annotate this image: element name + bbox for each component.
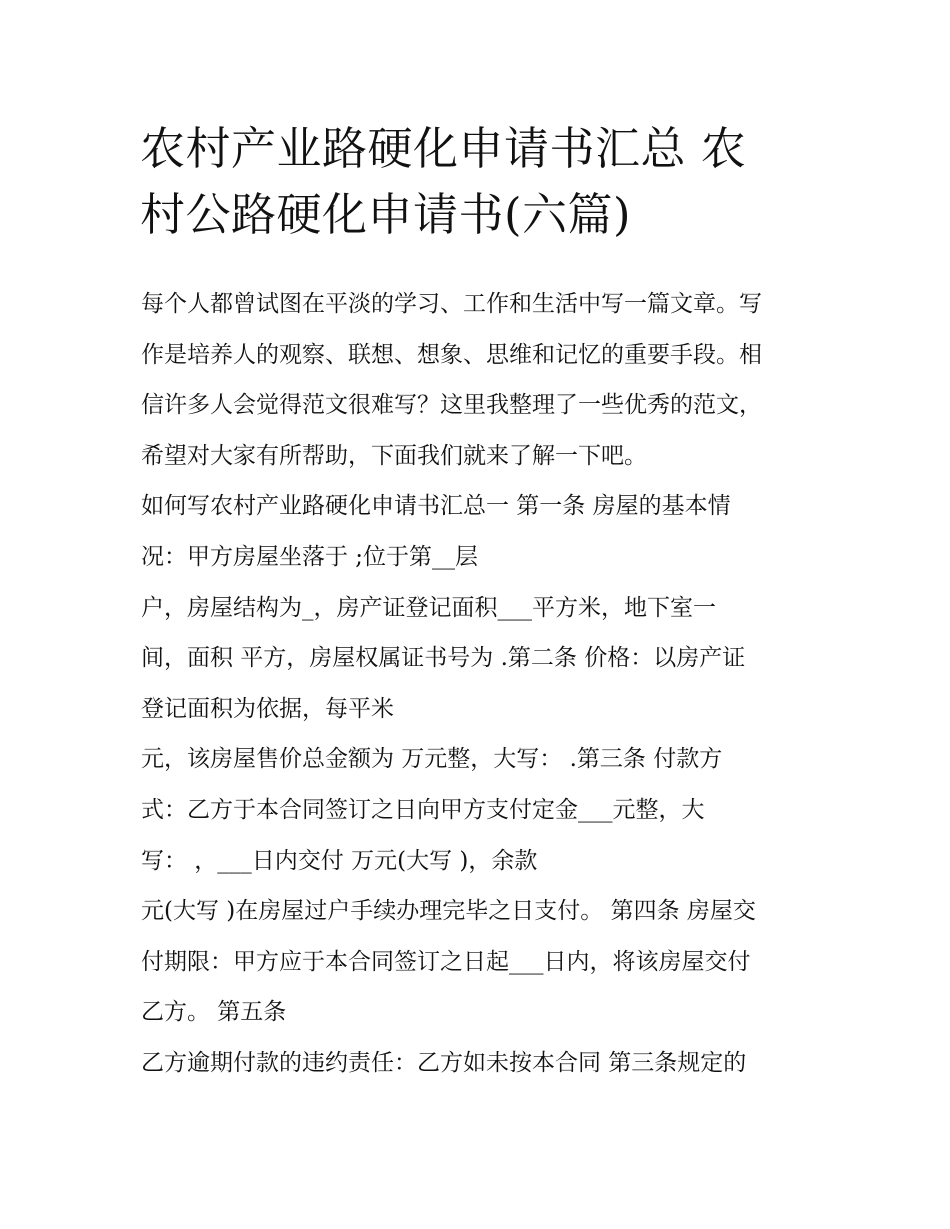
body-line: 信许多人会觉得范文很难写？这里我整理了一些优秀的范文， — [141, 392, 762, 419]
document-title — [140, 116, 820, 248]
body-line: 每个人都曾试图在平淡的学习、工作和生活中写一篇文章。写 — [141, 291, 762, 317]
body-line: 乙方逾期付款的违约责任：乙方如未按本合同 第三条规定的 — [141, 1049, 747, 1076]
body-line: 希望对大家有所帮助，下面我们就来了解一下吧。 — [141, 442, 647, 469]
body-line: 户，房屋结构为_，房产证登记面积___平方米，地下室一 — [141, 594, 716, 621]
body-line: 登记面积为依据，每平米 — [141, 695, 394, 722]
body-line: 况：甲方房屋坐落于 ;位于第__层 — [141, 543, 479, 570]
title-line: 农村产业路硬化申请书汇总 农 — [140, 122, 747, 175]
body-line: 如何写农村产业路硬化申请书汇总一 第一条 房屋的基本情 — [141, 493, 731, 520]
body-line: 间，面积 平方，房屋权属证书号为 .第二条 价格：以房产证 — [141, 645, 746, 672]
body-line: 乙方。 第五条 — [141, 999, 287, 1026]
body-line: 作是培养人的观察、联想、想象、思维和记忆的重要手段。相 — [141, 341, 762, 368]
body-line: 付期限：甲方应于本合同签订之日起___日内，将该房屋交付 — [141, 948, 751, 975]
title-line: 村公路硬化申请书(六篇) — [140, 188, 632, 241]
body-line: 式：乙方于本合同签订之日向甲方支付定金___元整，大 — [141, 796, 705, 823]
body-line: 元，该房屋售价总金额为 万元整，大写： .第三条 付款方 — [141, 746, 723, 773]
body-line: 写： ，___日内交付 万元(大写 )，余款 — [141, 847, 538, 874]
document-body — [141, 279, 821, 1089]
body-line: 元(大写 )在房屋过户手续办理完毕之日支付。 第四条 房屋交 — [141, 898, 756, 925]
